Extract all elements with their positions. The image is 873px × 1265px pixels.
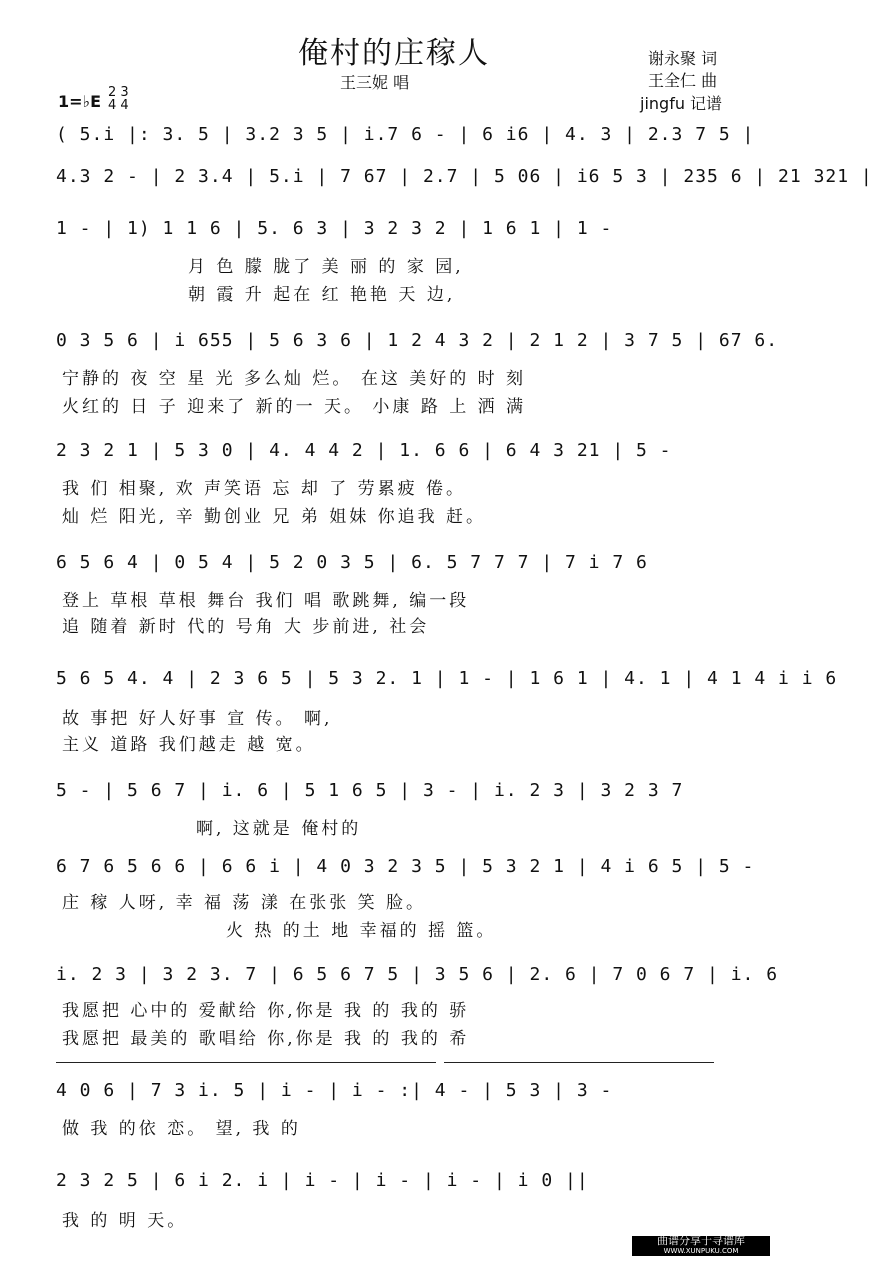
notation-line-8: 5 - | 5 6 7 | i. 6 | 5 1 6 5 | 3 - | i. 2 3 | 3 2 3 7	[56, 780, 684, 801]
lyric-line-6b: 追 随着 新时 代的 号角 大 步前进, 社会	[62, 617, 430, 637]
lyric-line-3b: 朝 霞 升 起在 红 艳艳 天 边,	[188, 285, 456, 305]
second-ending-bracket	[444, 1062, 714, 1063]
meter-a-top: 2	[108, 85, 117, 100]
lyric-line-10a: 我愿把 心中的 爱献给 你,你是 我 的 我的 骄	[62, 1001, 470, 1021]
lyric-line-12: 我 的 明 天。	[62, 1211, 188, 1231]
watermark-site: 曲谱分享于寻谱库	[657, 1234, 745, 1247]
lyric-line-5b: 灿 烂 阳光, 辛 勤创业 兄 弟 姐妹 你追我 赶。	[62, 507, 487, 527]
notation-line-3: 1 - | 1) 1 1 6 | 5. 6 3 | 3 2 3 2 | 1 6 1 | 1 -	[56, 218, 613, 239]
meter-a-bottom: 4	[108, 98, 117, 113]
transcriber-credit: jingfu 记谱	[640, 94, 723, 113]
lyric-line-7a: 故 事把 好人好事 宣 传。 啊,	[62, 709, 333, 729]
lyric-line-3a: 月 色 朦 胧了 美 丽 的 家 园,	[188, 257, 464, 277]
lyric-line-9b: 火 热 的土 地 幸福的 摇 篮。	[226, 921, 497, 941]
composer-credit: 王全仁 曲	[648, 71, 718, 90]
notation-line-2: 4.3 2 - | 2 3.4 | 5.i | 7 67 | 2.7 | 5 06 | i6 5 3 | 235 6 | 21 321 |	[56, 166, 873, 187]
notation-line-11: 4 0 6 | 7 3 i. 5 | i - | i - :| 4 - | 5 3 | 3 -	[56, 1080, 613, 1101]
lyric-line-10b: 我愿把 最美的 歌唱给 你,你是 我 的 我的 希	[62, 1029, 470, 1049]
notation-line-7: 5 6 5 4. 4 | 2 3 6 5 | 5 3 2. 1 | 1 - | 1 6 1 | 4. 1 | 4 1 4 i i 6	[56, 668, 838, 689]
song-title: 俺村的庄稼人	[298, 36, 490, 71]
lyric-line-5a: 我 们 相聚, 欢 声笑语 忘 却 了 劳累疲 倦。	[62, 479, 467, 499]
watermark-url: WWW.XUNPUKU.COM	[663, 1247, 739, 1255]
lyric-line-6a: 登上 草根 草根 舞台 我们 唱 歌跳舞, 编一段	[62, 591, 470, 611]
lyric-line-4b: 火红的 日 子 迎来了 新的一 天。 小康 路 上 洒 满	[62, 397, 527, 417]
notation-line-10: i. 2 3 | 3 2 3. 7 | 6 5 6 7 5 | 3 5 6 | 2. 6 | 7 0 6 7 | i. 6	[56, 964, 779, 985]
lyric-line-4a: 宁静的 夜 空 星 光 多么灿 烂。 在这 美好的 时 刻	[62, 369, 527, 389]
key-signature: 1=♭E	[58, 92, 102, 111]
lyric-line-7b: 主义 道路 我们越走 越 宽。	[62, 735, 316, 755]
first-ending-bracket	[56, 1062, 436, 1063]
lyricist-credit: 谢永聚 词	[648, 49, 718, 68]
site-watermark	[632, 1236, 770, 1256]
singer-credit: 王三妮 唱	[340, 73, 410, 92]
notation-line-12: 2 3 2 5 | 6 i 2. i | i - | i - | i - | i 0 ||	[56, 1170, 589, 1191]
notation-line-4: 0 3 5 6 | i 655 | 5 6 3 6 | 1 2 4 3 2 | 2 1 2 | 3 7 5 | 67 6.	[56, 330, 779, 351]
meter-b-bottom: 4	[120, 98, 129, 113]
lyric-line-8: 啊, 这就是 俺村的	[196, 819, 362, 839]
notation-line-9: 6 7 6 5 6 6 | 6 6 i | 4 0 3 2 3 5 | 5 3 2 1 | 4 i 6 5 | 5 -	[56, 856, 755, 877]
notation-line-1: ( 5.i |: 3. 5 | 3.2 3 5 | i.7 6 - | 6 i6 | 4. 3 | 2.3 7 5 |	[56, 124, 755, 145]
meter-b-top: 3	[120, 85, 129, 100]
notation-line-5: 2 3 2 1 | 5 3 0 | 4. 4 4 2 | 1. 6 6 | 6 4 3 21 | 5 -	[56, 440, 672, 461]
lyric-line-9a: 庄 稼 人呀, 幸 福 荡 漾 在张张 笑 脸。	[62, 893, 427, 913]
time-signature	[108, 86, 129, 112]
lyric-line-11: 做 我 的依 恋。 望, 我 的	[62, 1119, 301, 1139]
notation-line-6: 6 5 6 4 | 0 5 4 | 5 2 0 3 5 | 6. 5 7 7 7 | 7 i 7 6	[56, 552, 648, 573]
